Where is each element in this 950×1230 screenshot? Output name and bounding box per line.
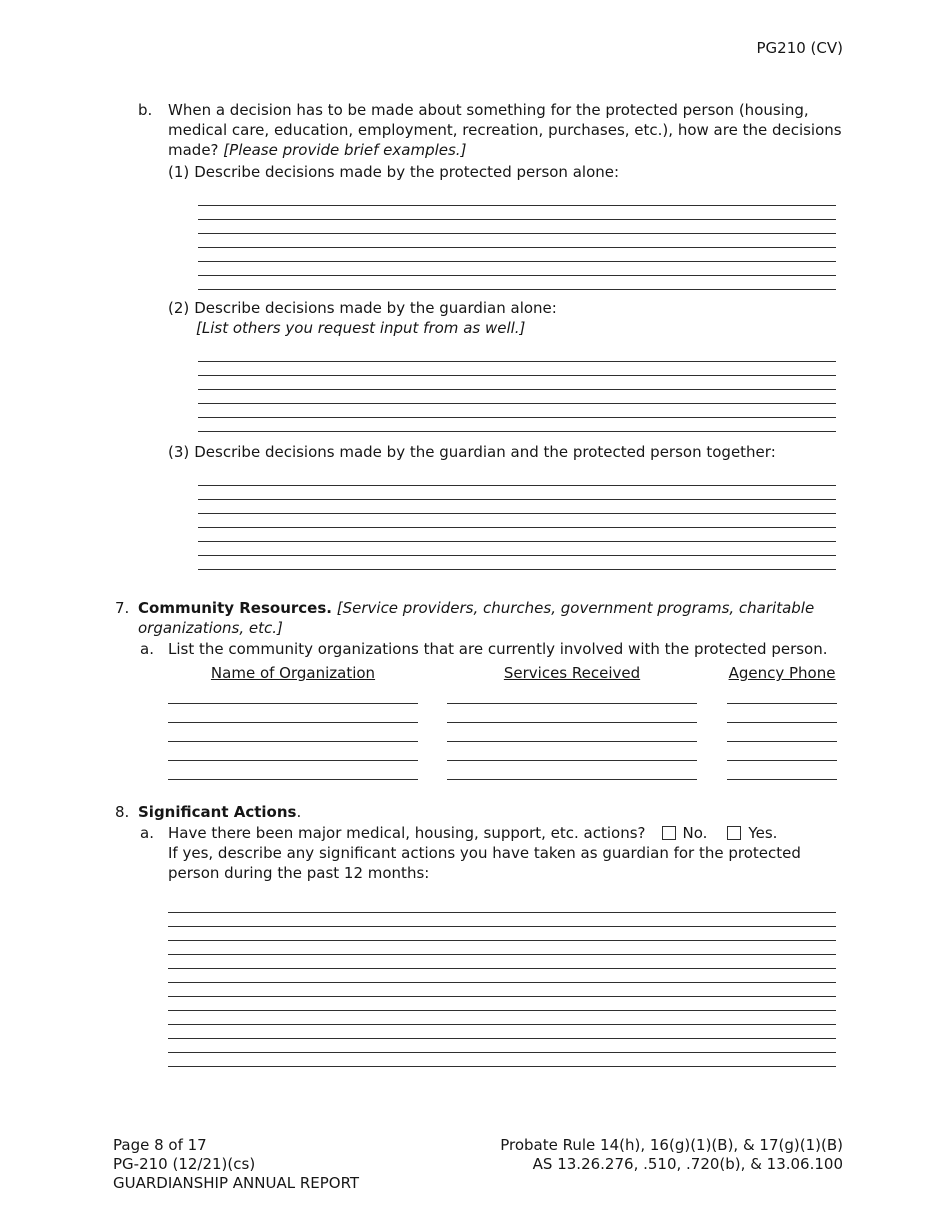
subitem-2 — [168, 298, 843, 432]
section-8a-question-line — [168, 823, 843, 843]
answer-line[interactable] — [198, 376, 836, 390]
answer-lines-significant-actions — [168, 899, 836, 1067]
subitem-3 — [168, 442, 843, 570]
column-header-name-of-organization — [168, 663, 418, 683]
answer-line[interactable] — [168, 969, 836, 983]
page-footer — [113, 1136, 843, 1193]
resources-table — [168, 663, 836, 780]
answer-line[interactable] — [198, 220, 836, 234]
column-header-agency-phone — [727, 663, 837, 683]
section-7a-text: List the community organizations that are currently involved with the protected person. — [168, 640, 828, 658]
section-8-title: Significant Actions — [138, 803, 297, 821]
resources-table-body — [168, 685, 836, 780]
answer-line[interactable] — [198, 206, 836, 220]
answer-line[interactable] — [198, 514, 836, 528]
section-8-number: 8. — [115, 803, 130, 821]
table-cell-line[interactable] — [727, 685, 837, 704]
checkbox-yes-label: Yes. — [748, 824, 778, 842]
subitem-1 — [168, 162, 843, 290]
section-8a — [138, 823, 843, 1067]
subitem-2-text: Describe decisions made by the guardian alone: — [194, 299, 557, 317]
answer-line[interactable] — [198, 262, 836, 276]
answer-line[interactable] — [198, 418, 836, 432]
table-row — [168, 761, 836, 780]
section-8a-label: a. — [140, 824, 154, 842]
answer-line[interactable] — [198, 500, 836, 514]
answer-line[interactable] — [168, 997, 836, 1011]
page-number: Page 8 of 17 — [113, 1136, 207, 1154]
footer-left — [113, 1136, 359, 1193]
answer-line[interactable] — [198, 486, 836, 500]
table-cell-line[interactable] — [168, 742, 418, 761]
section-7-title-note: [Service providers, churches, government programs, charitable organizations, etc.] — [138, 599, 815, 637]
column-header-name-of-organization-label: Name of Organization — [210, 664, 376, 682]
statute-reference: AS 13.26.276, .510, .720(b), & 13.06.100 — [532, 1155, 843, 1173]
table-cell-line[interactable] — [447, 704, 697, 723]
answer-line[interactable] — [198, 248, 836, 262]
section-7a-label: a. — [140, 640, 154, 658]
answer-lines-decisions-protected-person — [198, 192, 836, 290]
answer-line[interactable] — [198, 192, 836, 206]
answer-line[interactable] — [198, 390, 836, 404]
question-b-text: When a decision has to be made about something for the protected person (housing, medical care, education, employment, recreation, purchases, etc.), how are the decisions made? — [168, 101, 842, 159]
section-7-number: 7. — [115, 599, 130, 617]
answer-line[interactable] — [198, 542, 836, 556]
table-cell-line[interactable] — [447, 723, 697, 742]
subquestion-3 — [168, 442, 843, 462]
answer-line[interactable] — [198, 528, 836, 542]
section-8-title-suffix: . — [296, 803, 302, 821]
column-header-services-received — [447, 663, 697, 683]
answer-line[interactable] — [168, 913, 836, 927]
answer-line[interactable] — [198, 362, 836, 376]
table-cell-line[interactable] — [447, 742, 697, 761]
answer-line[interactable] — [198, 472, 836, 486]
subitem-1-label: (1) — [168, 163, 190, 181]
table-cell-line[interactable] — [727, 761, 837, 780]
subquestion-1 — [168, 162, 843, 182]
answer-line[interactable] — [198, 276, 836, 290]
subitem-2-label: (2) — [168, 299, 190, 317]
table-cell-line[interactable] — [168, 723, 418, 742]
form-id: PG-210 (12/21)(cs) — [113, 1155, 256, 1173]
answer-lines-decisions-guardian — [198, 348, 836, 432]
subitem-1-text: Describe decisions made by the protected person alone: — [194, 163, 620, 181]
answer-line[interactable] — [198, 234, 836, 248]
section-b — [138, 100, 843, 570]
checkbox-yes[interactable] — [727, 826, 741, 840]
answer-line[interactable] — [168, 1039, 836, 1053]
section-8-heading — [138, 802, 843, 822]
answer-line[interactable] — [168, 955, 836, 969]
answer-line[interactable] — [198, 556, 836, 570]
table-cell-line[interactable] — [168, 685, 418, 704]
table-cell-line[interactable] — [168, 704, 418, 723]
column-header-services-received-label: Services Received — [503, 664, 641, 682]
resources-table-header — [168, 663, 836, 683]
table-row — [168, 685, 836, 704]
checkbox-no-label: No. — [682, 824, 708, 842]
section-8-significant-actions — [113, 802, 843, 1067]
answer-line[interactable] — [198, 348, 836, 362]
table-cell-line[interactable] — [727, 742, 837, 761]
item-label-b: b. — [138, 101, 153, 119]
question-b-note: [Please provide brief examples.] — [223, 141, 467, 159]
subquestion-2 — [168, 298, 843, 318]
answer-line[interactable] — [168, 941, 836, 955]
column-header-agency-phone-label: Agency Phone — [728, 664, 836, 682]
form-code: PG210 (CV) — [756, 39, 843, 57]
table-cell-line[interactable] — [447, 685, 697, 704]
answer-line[interactable] — [168, 927, 836, 941]
section-7a — [138, 639, 843, 659]
answer-line[interactable] — [168, 983, 836, 997]
answer-lines-decisions-together — [198, 472, 836, 570]
answer-line[interactable] — [168, 1011, 836, 1025]
section-8a-followup: If yes, describe any significant actions you have taken as guardian for the protected person during the past 12 months: — [168, 844, 801, 882]
answer-line[interactable] — [198, 404, 836, 418]
table-cell-line[interactable] — [168, 761, 418, 780]
checkbox-no[interactable] — [662, 826, 676, 840]
answer-line[interactable] — [168, 1025, 836, 1039]
table-cell-line[interactable] — [447, 761, 697, 780]
subitem-3-label: (3) — [168, 443, 190, 461]
subitem-2-note: [List others you request input from as well.] — [196, 319, 526, 337]
section-7-title: Community Resources. — [138, 599, 332, 617]
question-b — [168, 100, 843, 160]
table-cell-line[interactable] — [727, 723, 837, 742]
form-title: GUARDIANSHIP ANNUAL REPORT — [113, 1174, 360, 1192]
section-8a-question: Have there been major medical, housing, support, etc. actions? — [168, 824, 646, 842]
footer-right — [500, 1136, 843, 1193]
table-row — [168, 704, 836, 723]
answer-line[interactable] — [168, 899, 836, 913]
probate-rule-reference: Probate Rule 14(h), 16(g)(1)(B), & 17(g)(1)(B) — [500, 1136, 843, 1154]
section-7-heading — [138, 598, 843, 638]
table-row — [168, 723, 836, 742]
subitem-3-text: Describe decisions made by the guardian and the protected person together: — [194, 443, 776, 461]
section-7-community-resources — [113, 598, 843, 780]
answer-line[interactable] — [168, 1053, 836, 1067]
table-cell-line[interactable] — [727, 704, 837, 723]
table-row — [168, 742, 836, 761]
